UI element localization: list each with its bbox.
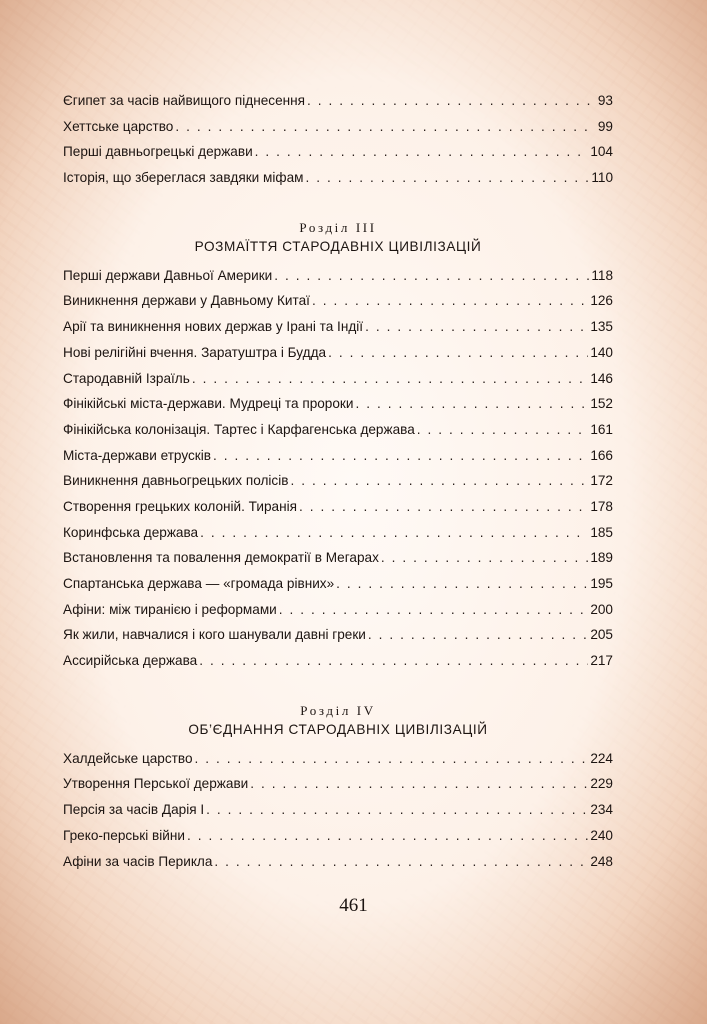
toc-entry-page: 224 — [590, 750, 613, 766]
dot-leader — [305, 165, 589, 191]
section-title: ОБ’ЄДНАННЯ СТАРОДАВНІХ ЦИВІЛІЗАЦІЙ — [188, 721, 488, 737]
toc-section-3 — [63, 219, 613, 674]
toc-entry — [63, 165, 613, 191]
toc-entry-title: Фінікійські міста-держави. Мудреці та пророки — [63, 396, 354, 412]
toc-entry-page: 152 — [590, 396, 613, 412]
toc-entry-title: Спартанська держава — «громада рівних» — [63, 576, 335, 591]
toc-entry — [63, 494, 613, 520]
toc-entry-page: 205 — [590, 627, 613, 643]
toc-entry-page: 161 — [590, 421, 613, 437]
dot-leader — [279, 597, 589, 623]
toc-entry-title: Як жили, навчалися і кого шанували давні греки — [63, 627, 366, 643]
toc-entry-title: Нові релігійні вчення. Заратуштра і Будда — [63, 344, 327, 360]
toc-entry-page: 93 — [597, 93, 613, 108]
dot-leader — [336, 571, 588, 597]
toc-entry-title: Історія, що збереглася завдяки міфам — [63, 170, 304, 186]
dot-leader — [200, 520, 588, 546]
toc-group-continuation — [63, 88, 613, 191]
toc-entry-title: Персія за часів Дарія I — [63, 802, 205, 818]
toc-entry-page: 99 — [597, 118, 613, 134]
toc-entry-page: 200 — [590, 601, 613, 617]
toc-entry-title: Греко-перські війни — [63, 827, 185, 843]
dot-leader — [290, 468, 588, 494]
toc-entry — [63, 88, 613, 114]
toc-entry — [63, 468, 613, 494]
dot-leader — [175, 114, 596, 140]
dot-leader — [299, 494, 588, 520]
toc-entry-page: 126 — [590, 293, 613, 309]
dot-leader — [199, 648, 588, 674]
toc-entry — [63, 288, 613, 314]
dot-leader — [213, 443, 588, 469]
toc-entry — [63, 597, 613, 623]
toc-entry — [63, 391, 613, 417]
dot-leader — [328, 340, 588, 366]
toc-entry — [63, 417, 613, 443]
toc-entry-title: Утворення Перської держави — [63, 776, 249, 792]
dot-leader — [195, 746, 589, 772]
dot-leader — [368, 622, 588, 648]
toc-entry-page: 166 — [590, 447, 613, 463]
dot-leader — [355, 391, 588, 417]
toc-entry-title: Створення грецьких колоній. Тиранія — [63, 498, 297, 514]
toc-entry — [63, 520, 613, 546]
dot-leader — [365, 314, 588, 340]
toc-entry — [63, 849, 613, 875]
toc-section-4 — [63, 702, 613, 874]
section-title: РОЗМАЇТТЯ СТАРОДАВНІХ ЦИВІЛІЗАЦІЙ — [194, 238, 482, 254]
toc-entry-page: 195 — [590, 576, 613, 591]
toc-entry-title: Афіни за часів Перикла — [63, 853, 213, 869]
toc-entry-title: Виникнення держави у Давньому Китаї — [63, 293, 310, 309]
toc-entry-title: Коринфська держава — [63, 524, 199, 540]
dot-leader — [274, 263, 589, 289]
toc-entry — [63, 648, 613, 674]
toc-entry-title: Стародавній Ізраїль — [63, 370, 190, 386]
page-number: 461 — [339, 895, 368, 916]
toc-entry-title: Афіни: між тиранією і реформами — [63, 601, 277, 617]
toc-entry-page: 135 — [590, 319, 613, 335]
toc-entry — [63, 263, 613, 289]
toc-entry — [63, 746, 613, 772]
toc-entry-page: 172 — [590, 473, 613, 489]
toc-entry-page: 110 — [591, 170, 613, 186]
toc-entry — [63, 545, 613, 571]
toc-entry — [63, 314, 613, 340]
toc-entry-page: 189 — [590, 550, 613, 566]
toc-entry — [63, 443, 613, 469]
table-of-contents — [63, 88, 613, 874]
toc-entry-title: Ассирійська держава — [63, 653, 198, 669]
dot-leader — [187, 823, 588, 849]
dot-leader — [381, 545, 588, 571]
toc-entry — [63, 139, 613, 165]
toc-entry-page: 104 — [590, 144, 613, 160]
dot-leader — [206, 797, 588, 823]
toc-entry — [63, 622, 613, 648]
dot-leader — [307, 88, 596, 114]
toc-entry-title: Фінікійська колонізація. Тартес і Карфагенська держава — [63, 421, 415, 437]
toc-entry-title: Хеттське царство — [63, 118, 174, 134]
toc-entry-page: 229 — [590, 776, 613, 792]
section-label: Розділ III — [299, 219, 377, 235]
toc-entry — [63, 771, 613, 797]
dot-leader — [214, 849, 588, 875]
toc-entry-title: Єгипет за часів найвищого піднесення — [63, 93, 305, 108]
dot-leader — [312, 288, 588, 314]
section-heading — [63, 219, 613, 257]
dot-leader — [250, 771, 588, 797]
toc-entry — [63, 114, 613, 140]
toc-entry-page: 140 — [590, 344, 613, 360]
toc-entry — [63, 823, 613, 849]
toc-entry-title: Арії та виникнення нових держав у Ірані та Індії — [63, 319, 364, 335]
toc-entry-page: 178 — [590, 498, 613, 514]
toc-entry — [63, 340, 613, 366]
dot-leader — [255, 139, 589, 165]
section-label: Розділ IV — [300, 702, 376, 718]
toc-entry-page: 118 — [591, 267, 613, 283]
dot-leader — [417, 417, 589, 443]
toc-entry-title: Виникнення давньогрецьких полісів — [63, 473, 289, 489]
toc-entry-page: 234 — [590, 802, 613, 818]
toc-entry-page: 146 — [590, 370, 613, 386]
dot-leader — [192, 366, 589, 392]
section-heading — [63, 702, 613, 740]
toc-entry-page: 217 — [590, 653, 613, 669]
toc-entry — [63, 366, 613, 392]
toc-entry-title: Встановлення та повалення демократії в Мегарах — [63, 550, 379, 566]
toc-entry — [63, 571, 613, 597]
toc-entry-page: 240 — [590, 827, 613, 843]
toc-entry-page: 185 — [590, 524, 613, 540]
toc-entry-title: Перші давньогрецькі держави — [63, 144, 253, 160]
toc-entry-page: 248 — [590, 853, 613, 869]
toc-entry-title: Перші держави Давньої Америки — [63, 267, 273, 283]
toc-entry-title: Міста-держави етрусків — [63, 447, 211, 463]
toc-entry — [63, 797, 613, 823]
toc-entry-title: Халдейське царство — [63, 750, 193, 766]
